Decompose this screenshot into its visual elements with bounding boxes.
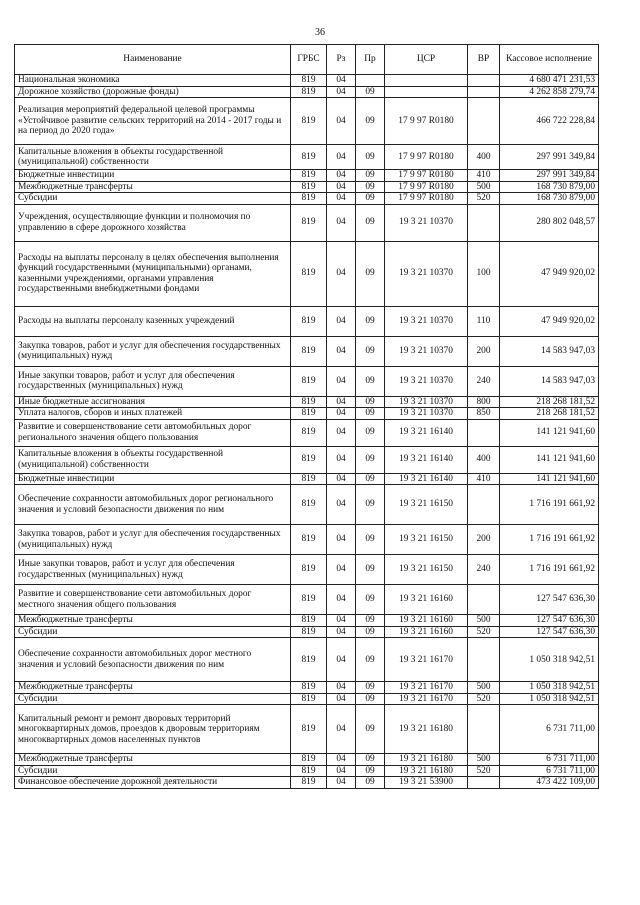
cell-amount: 141 121 941,60 <box>500 473 599 485</box>
cell-vr: 850 <box>468 408 500 420</box>
table-row <box>15 75 599 87</box>
cell-pr: 09 <box>356 419 385 446</box>
cell-rz: 04 <box>327 306 356 336</box>
table-row <box>15 473 599 485</box>
cell-pr: 09 <box>356 525 385 555</box>
cell-amount: 127 547 636,30 <box>500 615 599 627</box>
cell-vr <box>468 485 500 525</box>
cell-pr: 09 <box>356 705 385 754</box>
cell-name: Межбюджетные трансферты <box>15 682 291 694</box>
cell-vr <box>468 204 500 241</box>
table-row <box>15 777 599 789</box>
cell-pr: 09 <box>356 336 385 366</box>
cell-amount: 218 268 181,52 <box>500 408 599 420</box>
cell-vr: 520 <box>468 693 500 705</box>
cell-pr <box>356 75 385 87</box>
header-amount: Кассовое исполнение <box>500 45 599 75</box>
table-row <box>15 419 599 446</box>
cell-csr: 19 3 21 16140 <box>385 473 468 485</box>
table-row <box>15 86 599 98</box>
cell-vr: 500 <box>468 615 500 627</box>
cell-rz: 04 <box>327 615 356 627</box>
cell-vr: 500 <box>468 181 500 193</box>
cell-pr: 09 <box>356 682 385 694</box>
cell-amount: 473 422 109,00 <box>500 777 599 789</box>
cell-name: Уплата налогов, сборов и иных платежей <box>15 408 291 420</box>
cell-vr: 200 <box>468 525 500 555</box>
cell-pr: 09 <box>356 145 385 170</box>
cell-grbs: 819 <box>291 615 327 627</box>
cell-pr: 09 <box>356 585 385 615</box>
cell-grbs: 819 <box>291 705 327 754</box>
cell-name: Обеспечение сохранности автомобильных дорог местного значения и условий безопасности движения по ним <box>15 638 291 682</box>
cell-csr: 19 3 21 10370 <box>385 241 468 306</box>
cell-csr: 19 3 21 16140 <box>385 419 468 446</box>
cell-csr: 19 3 21 16180 <box>385 765 468 777</box>
cell-grbs: 819 <box>291 525 327 555</box>
cell-grbs: 819 <box>291 86 327 98</box>
table-row <box>15 306 599 336</box>
cell-grbs: 819 <box>291 473 327 485</box>
cell-vr <box>468 777 500 789</box>
cell-name: Иные бюджетные ассигнования <box>15 396 291 408</box>
cell-name: Развитие и совершенствование сети автомобильных дорог регионального значения общего пользования <box>15 419 291 446</box>
cell-pr: 09 <box>356 615 385 627</box>
cell-amount: 141 121 941,60 <box>500 446 599 473</box>
cell-amount: 1 050 318 942,51 <box>500 693 599 705</box>
cell-pr: 09 <box>356 555 385 585</box>
cell-amount: 6 731 711,00 <box>500 765 599 777</box>
cell-csr: 17 9 97 R0180 <box>385 193 468 205</box>
cell-csr: 19 3 21 16170 <box>385 682 468 694</box>
cell-rz: 04 <box>327 75 356 87</box>
cell-grbs: 819 <box>291 419 327 446</box>
cell-pr: 09 <box>356 204 385 241</box>
cell-name: Субсидии <box>15 193 291 205</box>
cell-grbs: 819 <box>291 408 327 420</box>
cell-name: Обеспечение сохранности автомобильных дорог регионального значения и условий безопасности движения по ним <box>15 485 291 525</box>
cell-rz: 04 <box>327 693 356 705</box>
cell-grbs: 819 <box>291 682 327 694</box>
cell-name: Межбюджетные трансферты <box>15 181 291 193</box>
cell-pr: 09 <box>356 777 385 789</box>
cell-name: Учреждения, осуществляющие функции и полномочия по управлению в сфере дорожного хозяйства <box>15 204 291 241</box>
cell-name: Реализация мероприятий федеральной целевой программы «Устойчивое развитие сельских территорий на 2014 - 2017 годы и на период до 2020 года» <box>15 98 291 145</box>
cell-vr: 520 <box>468 626 500 638</box>
table-row <box>15 693 599 705</box>
cell-vr <box>468 75 500 87</box>
cell-grbs: 819 <box>291 170 327 182</box>
cell-csr: 19 3 21 10370 <box>385 408 468 420</box>
cell-amount: 6 731 711,00 <box>500 705 599 754</box>
cell-amount: 47 949 920,02 <box>500 306 599 336</box>
cell-rz: 04 <box>327 170 356 182</box>
cell-rz: 04 <box>327 777 356 789</box>
table-row <box>15 682 599 694</box>
cell-name: Межбюджетные трансферты <box>15 615 291 627</box>
cell-pr: 09 <box>356 193 385 205</box>
table-row <box>15 98 599 145</box>
cell-csr: 19 3 21 10370 <box>385 204 468 241</box>
cell-pr: 09 <box>356 446 385 473</box>
cell-vr <box>468 705 500 754</box>
cell-rz: 04 <box>327 336 356 366</box>
cell-rz: 04 <box>327 98 356 145</box>
cell-pr: 09 <box>356 366 385 396</box>
cell-csr: 19 3 21 16160 <box>385 585 468 615</box>
cell-pr: 09 <box>356 765 385 777</box>
cell-amount: 141 121 941,60 <box>500 419 599 446</box>
cell-vr: 500 <box>468 754 500 766</box>
cell-csr: 19 3 21 16150 <box>385 555 468 585</box>
cell-rz: 04 <box>327 446 356 473</box>
cell-grbs: 819 <box>291 446 327 473</box>
table-row <box>15 336 599 366</box>
cell-csr: 19 3 21 16160 <box>385 615 468 627</box>
cell-pr: 09 <box>356 638 385 682</box>
cell-vr: 410 <box>468 473 500 485</box>
cell-name: Иные закупки товаров, работ и услуг для обеспечения государственных (муниципальных) нужд <box>15 555 291 585</box>
cell-rz: 04 <box>327 485 356 525</box>
cell-vr: 520 <box>468 193 500 205</box>
table-row <box>15 765 599 777</box>
cell-vr: 240 <box>468 555 500 585</box>
cell-rz: 04 <box>327 626 356 638</box>
cell-vr: 410 <box>468 170 500 182</box>
cell-name: Субсидии <box>15 693 291 705</box>
cell-amount: 4 262 858 279,74 <box>500 86 599 98</box>
cell-rz: 04 <box>327 86 356 98</box>
cell-grbs: 819 <box>291 765 327 777</box>
table-row <box>15 638 599 682</box>
cell-rz: 04 <box>327 555 356 585</box>
cell-rz: 04 <box>327 241 356 306</box>
page-number: 36 <box>315 27 325 38</box>
cell-vr <box>468 419 500 446</box>
table-row <box>15 366 599 396</box>
cell-name: Закупка товаров, работ и услуг для обеспечения государственных (муниципальных) нужд <box>15 336 291 366</box>
header-grbs: ГРБС <box>291 45 327 75</box>
cell-name: Национальная экономика <box>15 75 291 87</box>
table-row <box>15 193 599 205</box>
cell-csr: 19 3 21 10370 <box>385 336 468 366</box>
cell-csr: 19 3 21 53900 <box>385 777 468 789</box>
cell-grbs: 819 <box>291 555 327 585</box>
cell-vr: 400 <box>468 145 500 170</box>
cell-csr: 19 3 21 10370 <box>385 396 468 408</box>
table-row <box>15 525 599 555</box>
cell-grbs: 819 <box>291 396 327 408</box>
budget-execution-table <box>14 44 599 789</box>
cell-grbs: 819 <box>291 585 327 615</box>
cell-rz: 04 <box>327 145 356 170</box>
cell-name: Капитальный ремонт и ремонт дворовых территорий многоквартирных домов, проездов к дворовым территориям многоквартирных домов населенных пунктов <box>15 705 291 754</box>
cell-csr: 19 3 21 16150 <box>385 485 468 525</box>
cell-name: Бюджетные инвестиции <box>15 170 291 182</box>
cell-pr: 09 <box>356 181 385 193</box>
table-row <box>15 555 599 585</box>
cell-name: Капитальные вложения в объекты государственной (муниципальной) собственности <box>15 145 291 170</box>
cell-amount: 14 583 947,03 <box>500 336 599 366</box>
cell-grbs: 819 <box>291 75 327 87</box>
cell-vr: 800 <box>468 396 500 408</box>
header-pr: Пр <box>356 45 385 75</box>
cell-pr: 09 <box>356 485 385 525</box>
cell-amount: 4 680 471 231,53 <box>500 75 599 87</box>
cell-vr: 240 <box>468 366 500 396</box>
table-row <box>15 181 599 193</box>
cell-amount: 466 722 228,84 <box>500 98 599 145</box>
cell-csr: 17 9 97 R0180 <box>385 181 468 193</box>
cell-pr: 09 <box>356 86 385 98</box>
cell-csr <box>385 75 468 87</box>
cell-grbs: 819 <box>291 204 327 241</box>
cell-name: Иные закупки товаров, работ и услуг для обеспечения государственных (муниципальных) нужд <box>15 366 291 396</box>
cell-vr: 110 <box>468 306 500 336</box>
cell-grbs: 819 <box>291 626 327 638</box>
cell-csr: 19 3 21 10370 <box>385 366 468 396</box>
cell-amount: 14 583 947,03 <box>500 366 599 396</box>
table-row <box>15 170 599 182</box>
cell-rz: 04 <box>327 585 356 615</box>
cell-name: Субсидии <box>15 626 291 638</box>
cell-vr <box>468 638 500 682</box>
cell-grbs: 819 <box>291 754 327 766</box>
cell-vr <box>468 86 500 98</box>
cell-rz: 04 <box>327 638 356 682</box>
cell-amount: 1 050 318 942,51 <box>500 682 599 694</box>
table-row <box>15 204 599 241</box>
table-row <box>15 705 599 754</box>
cell-rz: 04 <box>327 525 356 555</box>
cell-rz: 04 <box>327 396 356 408</box>
cell-grbs: 819 <box>291 777 327 789</box>
cell-rz: 04 <box>327 204 356 241</box>
table-row <box>15 396 599 408</box>
cell-grbs: 819 <box>291 366 327 396</box>
cell-rz: 04 <box>327 408 356 420</box>
header-name: Наименование <box>15 45 291 75</box>
cell-amount: 168 730 879,00 <box>500 193 599 205</box>
cell-rz: 04 <box>327 682 356 694</box>
cell-pr: 09 <box>356 626 385 638</box>
cell-rz: 04 <box>327 765 356 777</box>
cell-csr: 19 3 21 16180 <box>385 705 468 754</box>
cell-amount: 6 731 711,00 <box>500 754 599 766</box>
cell-pr: 09 <box>356 754 385 766</box>
cell-amount: 1 716 191 661,92 <box>500 555 599 585</box>
cell-amount: 127 547 636,30 <box>500 626 599 638</box>
cell-rz: 04 <box>327 193 356 205</box>
cell-grbs: 819 <box>291 98 327 145</box>
cell-name: Развитие и совершенствование сети автомобильных дорог местного значения общего пользования <box>15 585 291 615</box>
table-row <box>15 241 599 306</box>
cell-csr: 17 9 97 R0180 <box>385 170 468 182</box>
cell-pr: 09 <box>356 396 385 408</box>
cell-csr <box>385 86 468 98</box>
cell-rz: 04 <box>327 754 356 766</box>
cell-csr: 17 9 97 R0180 <box>385 98 468 145</box>
cell-name: Финансовое обеспечение дорожной деятельности <box>15 777 291 789</box>
cell-name: Закупка товаров, работ и услуг для обеспечения государственных (муниципальных) нужд <box>15 525 291 555</box>
cell-amount: 168 730 879,00 <box>500 181 599 193</box>
cell-amount: 218 268 181,52 <box>500 396 599 408</box>
cell-csr: 19 3 21 10370 <box>385 306 468 336</box>
cell-name: Межбюджетные трансферты <box>15 754 291 766</box>
cell-rz: 04 <box>327 419 356 446</box>
cell-pr: 09 <box>356 693 385 705</box>
header-csr: ЦСР <box>385 45 468 75</box>
cell-grbs: 819 <box>291 693 327 705</box>
cell-pr: 09 <box>356 473 385 485</box>
cell-pr: 09 <box>356 241 385 306</box>
cell-amount: 1 050 318 942,51 <box>500 638 599 682</box>
table-row <box>15 408 599 420</box>
cell-amount: 47 949 920,02 <box>500 241 599 306</box>
cell-name: Субсидии <box>15 765 291 777</box>
cell-vr <box>468 585 500 615</box>
cell-csr: 19 3 21 16170 <box>385 693 468 705</box>
cell-pr: 09 <box>356 98 385 145</box>
cell-vr: 500 <box>468 682 500 694</box>
cell-grbs: 819 <box>291 241 327 306</box>
cell-vr <box>468 98 500 145</box>
cell-grbs: 819 <box>291 306 327 336</box>
table-row <box>15 626 599 638</box>
cell-pr: 09 <box>356 170 385 182</box>
cell-grbs: 819 <box>291 193 327 205</box>
cell-name: Капитальные вложения в объекты государственной (муниципальной) собственности <box>15 446 291 473</box>
table-row <box>15 485 599 525</box>
cell-amount: 1 716 191 661,92 <box>500 525 599 555</box>
cell-amount: 127 547 636,30 <box>500 585 599 615</box>
cell-rz: 04 <box>327 366 356 396</box>
cell-amount: 297 991 349,84 <box>500 170 599 182</box>
cell-rz: 04 <box>327 473 356 485</box>
cell-vr: 520 <box>468 765 500 777</box>
cell-vr: 100 <box>468 241 500 306</box>
cell-pr: 09 <box>356 408 385 420</box>
cell-rz: 04 <box>327 705 356 754</box>
cell-name: Расходы на выплаты персоналу в целях обеспечения выполнения функций государственными (муниципальными) органами, казенными учреждениями, органами управления государственными внебюджетными фондами <box>15 241 291 306</box>
table-row <box>15 615 599 627</box>
table-row <box>15 754 599 766</box>
cell-grbs: 819 <box>291 485 327 525</box>
cell-amount: 297 991 349,84 <box>500 145 599 170</box>
header-vr: ВР <box>468 45 500 75</box>
table-row <box>15 145 599 170</box>
cell-amount: 1 716 191 661,92 <box>500 485 599 525</box>
cell-vr: 200 <box>468 336 500 366</box>
cell-csr: 17 9 97 R0180 <box>385 145 468 170</box>
cell-name: Дорожное хозяйство (дорожные фонды) <box>15 86 291 98</box>
table-header-row <box>15 45 599 75</box>
cell-grbs: 819 <box>291 638 327 682</box>
cell-csr: 19 3 21 16170 <box>385 638 468 682</box>
cell-grbs: 819 <box>291 181 327 193</box>
cell-name: Бюджетные инвестиции <box>15 473 291 485</box>
cell-rz: 04 <box>327 181 356 193</box>
cell-amount: 280 802 048,57 <box>500 204 599 241</box>
cell-csr: 19 3 21 16160 <box>385 626 468 638</box>
header-rz: Рз <box>327 45 356 75</box>
cell-csr: 19 3 21 16180 <box>385 754 468 766</box>
cell-csr: 19 3 21 16140 <box>385 446 468 473</box>
table-row <box>15 446 599 473</box>
table-body <box>15 75 599 789</box>
cell-pr: 09 <box>356 306 385 336</box>
table-row <box>15 585 599 615</box>
cell-grbs: 819 <box>291 145 327 170</box>
cell-name: Расходы на выплаты персоналу казенных учреждений <box>15 306 291 336</box>
cell-vr: 400 <box>468 446 500 473</box>
cell-grbs: 819 <box>291 336 327 366</box>
cell-csr: 19 3 21 16150 <box>385 525 468 555</box>
